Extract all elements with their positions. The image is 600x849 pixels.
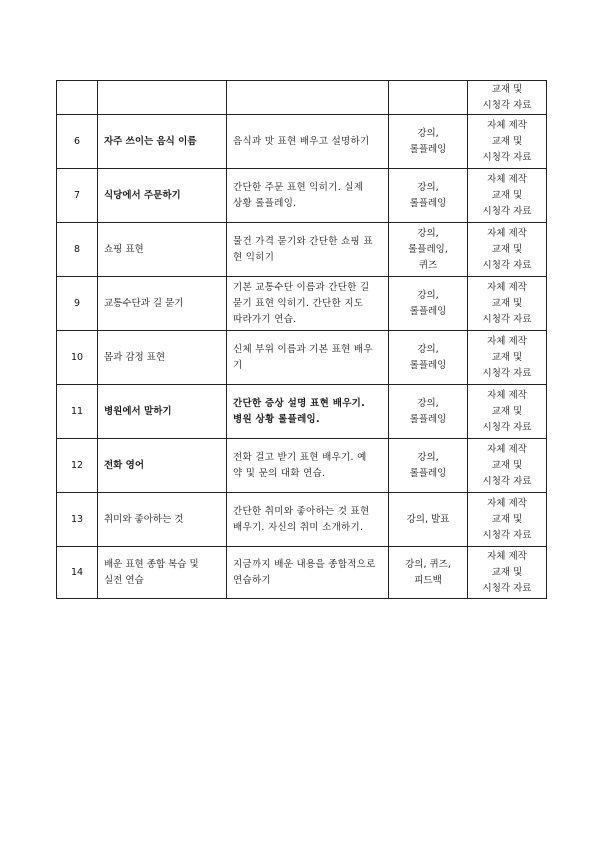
table-row [57,547,547,599]
method-line: 강의, [417,127,439,139]
content-line: 지금까지 배운 내용을 종합적으로 [233,558,376,570]
material-line: 교재 및 [491,135,523,147]
content-line: 간단한 주문 표현 익히기. 실제 [233,181,364,193]
method-line: 강의, [417,343,439,355]
method-line: 강의, 발표 [406,513,450,525]
content-cell [227,331,389,385]
lesson-plan-body [57,81,547,599]
material-cell [468,547,547,599]
topic-cell [98,331,227,385]
method-line: 강의, [417,227,439,239]
content-cell [227,547,389,599]
session-number-cell: 11 [57,385,98,439]
session-number-cell: 7 [57,169,98,223]
method-line: 롤플레잉 [409,359,447,371]
method-cell [389,81,468,115]
material-cell [468,385,547,439]
topic-line: 자주 쓰이는 음식 이름 [104,135,197,147]
content-line: 물건 가격 묻기와 간단한 쇼핑 표 [233,235,373,247]
material-line: 시청각 자료 [482,151,532,163]
method-line: 피드백 [414,574,442,586]
topic-line: 교통수단과 길 묻기 [104,297,184,309]
session-number-cell: 6 [57,115,98,169]
method-line: 강의, [417,397,439,409]
material-line: 시청각 자료 [482,259,532,271]
material-line: 시청각 자료 [482,582,532,594]
content-line: 음식과 맛 표현 배우고 설명하기 [233,135,370,147]
content-cell [227,493,389,547]
topic-cell [98,223,227,277]
material-line: 자체 제작 [487,497,527,509]
content-line: 약 및 문의 대화 연습. [233,467,326,479]
method-line: 강의, [417,181,439,193]
method-cell [389,223,468,277]
material-cell [468,439,547,493]
table-row [57,223,547,277]
table-row [57,115,547,169]
topic-cell [98,439,227,493]
material-line: 교재 및 [491,243,523,255]
topic-line: 병원에서 말하기 [104,405,172,417]
method-line: 강의, [417,289,439,301]
material-line: 시청각 자료 [482,205,532,217]
material-line: 자체 제작 [487,119,527,131]
material-line: 자체 제작 [487,281,527,293]
topic-cell [98,115,227,169]
material-line: 교재 및 [491,189,523,201]
material-line: 자체 제작 [487,335,527,347]
table-row [57,81,547,115]
topic-line: 실전 연습 [104,574,144,586]
session-number-cell: 13 [57,493,98,547]
method-cell [389,547,468,599]
material-line: 교재 및 [491,405,523,417]
method-cell [389,331,468,385]
content-line: 상황 롤플레잉. [233,197,297,209]
session-number-cell: 8 [57,223,98,277]
topic-line: 배운 표현 종합 복습 및 [104,558,199,570]
topic-line: 몸과 감정 표현 [104,351,166,363]
session-number-cell: 9 [57,277,98,331]
method-line: 강의, [417,451,439,463]
content-line: 신체 부위 이름과 기본 표현 배우 [233,343,373,355]
content-cell [227,81,389,115]
method-cell [389,385,468,439]
table-row [57,493,547,547]
lesson-plan-table [56,80,547,599]
material-line: 교재 및 [491,297,523,309]
content-line: 전화 걸고 받기 표현 배우기. 예 [233,451,367,463]
method-line: 롤플레잉, [408,243,448,255]
content-line: 간단한 취미와 좋아하는 것 표현 [233,505,370,517]
content-cell [227,385,389,439]
method-cell [389,115,468,169]
material-line: 시청각 자료 [482,313,532,325]
session-number-cell: 14 [57,547,98,599]
content-cell [227,169,389,223]
method-line: 롤플레잉 [409,143,447,155]
material-line: 교재 및 [491,351,523,363]
content-line: 배우기. 자신의 취미 소개하기. [233,521,364,533]
content-cell [227,115,389,169]
session-number-cell [57,81,98,115]
session-number-cell: 12 [57,439,98,493]
material-line: 자체 제작 [487,227,527,239]
topic-cell [98,169,227,223]
method-line: 롤플레잉 [409,305,447,317]
material-line: 자체 제작 [487,443,527,455]
material-cell [468,81,547,115]
method-cell [389,439,468,493]
topic-line: 전화 영어 [104,459,145,471]
method-line: 롤플레잉 [409,467,447,479]
method-cell [389,493,468,547]
method-line: 롤플레잉 [409,413,447,425]
material-line: 교재 및 [491,513,523,525]
material-cell [468,493,547,547]
method-line: 퀴즈 [418,259,438,271]
material-line: 시청각 자료 [482,529,532,541]
content-line: 연습하기 [233,574,271,586]
material-line: 교재 및 [491,459,523,471]
material-cell [468,331,547,385]
content-cell [227,223,389,277]
content-line: 묻기 표현 익히기. 간단한 지도 [233,297,364,309]
method-line: 롤플레잉 [409,197,447,209]
material-cell [468,223,547,277]
table-row [57,277,547,331]
material-line: 자체 제작 [487,389,527,401]
material-line: 시청각 자료 [482,421,532,433]
table-row [57,169,547,223]
content-line: 병원 상황 롤플레잉. [233,413,320,425]
material-line: 교재 및 [491,83,523,95]
topic-line: 취미와 좋아하는 것 [104,513,184,525]
session-number-cell: 10 [57,331,98,385]
material-line: 교재 및 [491,566,523,578]
topic-cell [98,81,227,115]
method-cell [389,277,468,331]
content-line: 따라가기 연습. [233,313,297,325]
method-cell [389,169,468,223]
material-line: 시청각 자료 [482,99,532,111]
topic-line: 쇼핑 표현 [104,243,144,255]
table-row [57,331,547,385]
topic-cell [98,547,227,599]
topic-cell [98,277,227,331]
table-row [57,439,547,493]
material-cell [468,115,547,169]
topic-line: 식당에서 주문하기 [104,189,181,201]
content-cell [227,439,389,493]
material-line: 자체 제작 [487,550,527,562]
method-line: 강의, 퀴즈, [405,558,451,570]
table-row [57,385,547,439]
content-line: 기본 교통수단 이름과 간단한 길 [233,281,370,293]
topic-cell [98,493,227,547]
material-line: 시청각 자료 [482,475,532,487]
topic-cell [98,385,227,439]
material-cell [468,169,547,223]
material-line: 시청각 자료 [482,367,532,379]
material-cell [468,277,547,331]
content-cell [227,277,389,331]
material-line: 자체 제작 [487,173,527,185]
content-line: 간단한 증상 설명 표현 배우기. [233,397,366,409]
content-line: 현 익히기 [233,251,275,263]
content-line: 기 [233,359,243,371]
